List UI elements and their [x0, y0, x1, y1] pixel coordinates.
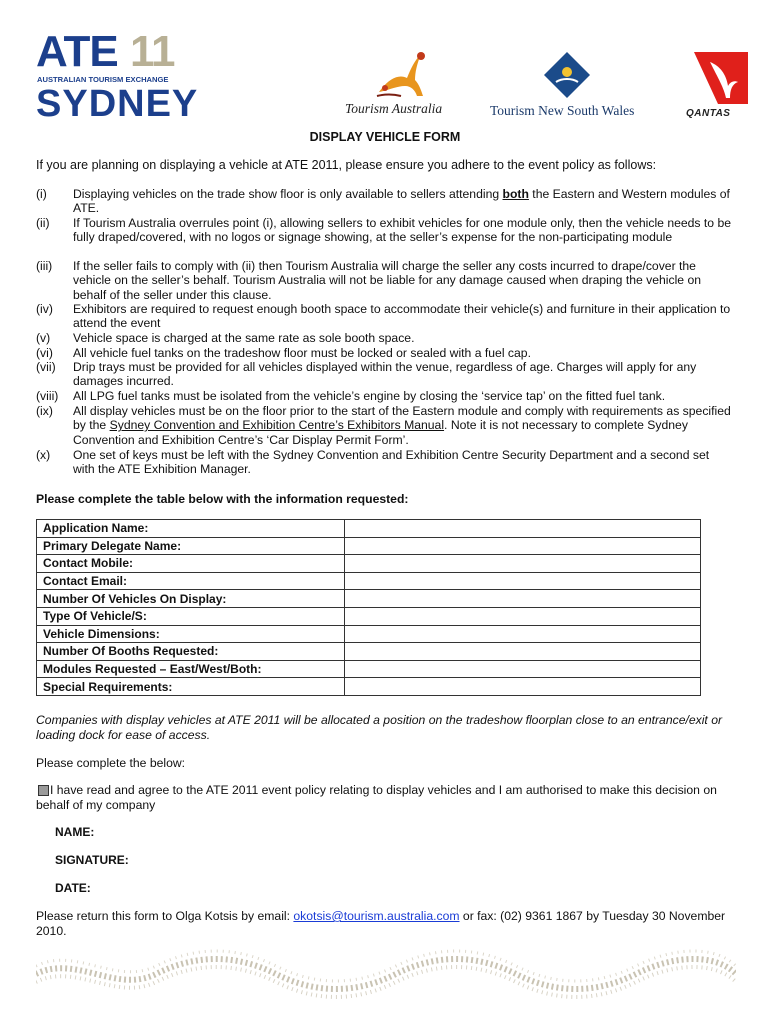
field-label: Contact Email:	[37, 572, 345, 590]
table-row	[37, 555, 701, 573]
table-row	[37, 678, 701, 696]
tourism-nsw-wordmark: Tourism New South Wales	[490, 103, 635, 118]
policy-text: If the seller fails to comply with (ii) then Tourism Australia will charge the seller any costs incurred to drape/cover the vehicle on the seller’s behalf. Tourism Australia will not be liable for any damage caused when draping the vehicle on behalf of the seller under this clause.	[73, 259, 702, 302]
field-label: Special Requirements:	[37, 678, 345, 696]
policy-text	[73, 187, 733, 216]
ate-logo-word: ATE	[36, 27, 118, 76]
primary-delegate-name-field[interactable]	[345, 537, 701, 555]
policy-text: If Tourism Australia overrules point (i), allowing sellers to exhibit vehicles for one module only, then the vehicle needs to be fully draped/covered, with no logos or signage showing, at the seller’s expense for the non-participating module	[73, 216, 732, 245]
table-row	[37, 590, 701, 608]
return-text-end: or fax: (02) 9361 1867 by Tuesday 30 November 2010.	[36, 909, 726, 938]
table-row	[37, 572, 701, 590]
vehicle-dimensions-field[interactable]	[345, 625, 701, 643]
table-row	[37, 537, 701, 555]
number-of-vehicles-field[interactable]	[345, 590, 701, 608]
policy-number: (iii)	[36, 259, 53, 273]
field-label: Application Name:	[37, 520, 345, 538]
policy-number: (ix)	[36, 404, 53, 418]
kangaroo-icon	[371, 48, 431, 100]
field-label: Primary Delegate Name:	[37, 537, 345, 555]
policy-text-emphasis: both	[502, 187, 529, 201]
policy-number: (v)	[36, 331, 51, 345]
exhibitors-manual-link[interactable]: Sydney Convention and Exhibition Centre’s Exhibitors Manual	[109, 418, 445, 433]
policy-number: (viii)	[36, 389, 59, 403]
form-title: DISPLAY VEHICLE FORM	[309, 130, 461, 144]
policy-text: All LPG fuel tanks must be isolated from the vehicle’s engine by closing the ‘service tap’ on the fitted fuel tank.	[73, 389, 666, 403]
field-label: Type Of Vehicle/S:	[37, 607, 345, 625]
policy-text-part: All display vehicles must be on the floor prior to the start of the Eastern module and comply with requirements as specified by the	[73, 404, 731, 433]
qantas-kangaroo-icon	[686, 52, 748, 104]
policy-text-part: Displaying vehicles on the trade show floor is only available to sellers attending	[73, 187, 503, 201]
policy-text: Exhibitors are required to request enough booth space to accommodate their vehicle(s) and furniture in their application to attend the event	[73, 302, 731, 331]
name-label: NAME:	[55, 825, 95, 839]
tourism-australia-logo	[345, 48, 457, 120]
field-label: Number Of Booths Requested:	[37, 643, 345, 661]
table-row	[37, 643, 701, 661]
policy-text: Drip trays must be provided for all vehicles displayed within the venue, regardless of age. Charges will apply for any damages incurred.	[73, 360, 697, 389]
policy-number: (ii)	[36, 216, 50, 230]
table-row	[37, 520, 701, 538]
policy-text: One set of keys must be left with the Sydney Convention and Exhibition Centre Security Department and a second set with the ATE Exhibition Manager.	[73, 448, 710, 477]
ate-logo-number: 11	[130, 27, 175, 76]
contact-mobile-field[interactable]	[345, 555, 701, 573]
policy-number: (x)	[36, 448, 51, 462]
allocation-note: Companies with display vehicles at ATE 2011 will be allocated a position on the tradeshow floorplan close to an entrance/exit or loading dock for ease of access.	[36, 713, 723, 742]
policy-text	[73, 404, 733, 447]
signature-label: SIGNATURE:	[55, 853, 129, 867]
policy-number: (vii)	[36, 360, 56, 374]
qantas-wordmark: QANTAS	[686, 108, 731, 119]
agreement-text	[36, 783, 726, 813]
modules-requested-field[interactable]	[345, 660, 701, 678]
nsw-waratah-icon	[544, 52, 590, 98]
policy-number: (vi)	[36, 346, 53, 360]
special-requirements-field[interactable]	[345, 678, 701, 696]
decorative-dot-border	[36, 944, 736, 1000]
ate-logo	[36, 27, 199, 125]
complete-below-text: Please complete the below:	[36, 756, 186, 770]
date-label: DATE:	[55, 881, 91, 895]
agreement-text-content: I have read and agree to the ATE 2011 event policy relating to display vehicles and I am authorised to make this decision on behalf of my company	[36, 783, 717, 812]
information-table	[36, 519, 701, 696]
qantas-logo	[684, 52, 750, 122]
policy-number: (i)	[36, 187, 47, 201]
type-of-vehicle-field[interactable]	[345, 607, 701, 625]
tourism-australia-wordmark: Tourism Australia	[345, 101, 443, 116]
contact-email-field[interactable]	[345, 572, 701, 590]
table-row	[37, 660, 701, 678]
intro-text: If you are planning on displaying a vehicle at ATE 2011, please ensure you adhere to the event policy as follows:	[36, 158, 657, 172]
field-label: Contact Mobile:	[37, 555, 345, 573]
email-link[interactable]: okotsis@tourism.australia.com	[293, 909, 460, 923]
policy-text: All vehicle fuel tanks on the tradeshow floor must be locked or sealed with a fuel cap.	[73, 346, 531, 360]
field-label: Number Of Vehicles On Display:	[37, 590, 345, 608]
tourism-nsw-logo	[490, 52, 655, 122]
return-text: Please return this form to Olga Kotsis by email:	[36, 909, 294, 923]
table-row	[37, 607, 701, 625]
field-label: Modules Requested – East/West/Both:	[37, 660, 345, 678]
ate-logo-city: SYDNEY	[36, 83, 199, 125]
table-heading: Please complete the table below with the information requested:	[36, 492, 409, 506]
number-of-booths-field[interactable]	[345, 643, 701, 661]
field-label: Vehicle Dimensions:	[37, 625, 345, 643]
policy-number: (iv)	[36, 302, 53, 316]
policy-text-part: . Note it is not necessary to complete Sydney Convention and Exhibition Centre’s ‘Car Display Permit Form’.	[73, 418, 688, 447]
return-instructions	[36, 909, 726, 939]
table-row	[37, 625, 701, 643]
application-name-field[interactable]	[345, 520, 701, 538]
policy-text: Vehicle space is charged at the same rate as sole booth space.	[73, 331, 415, 345]
policy-text-part: the Eastern and Western modules of ATE.	[73, 187, 730, 216]
ate-logo-tagline: AUSTRALIAN TOURISM EXCHANGE	[37, 75, 169, 84]
